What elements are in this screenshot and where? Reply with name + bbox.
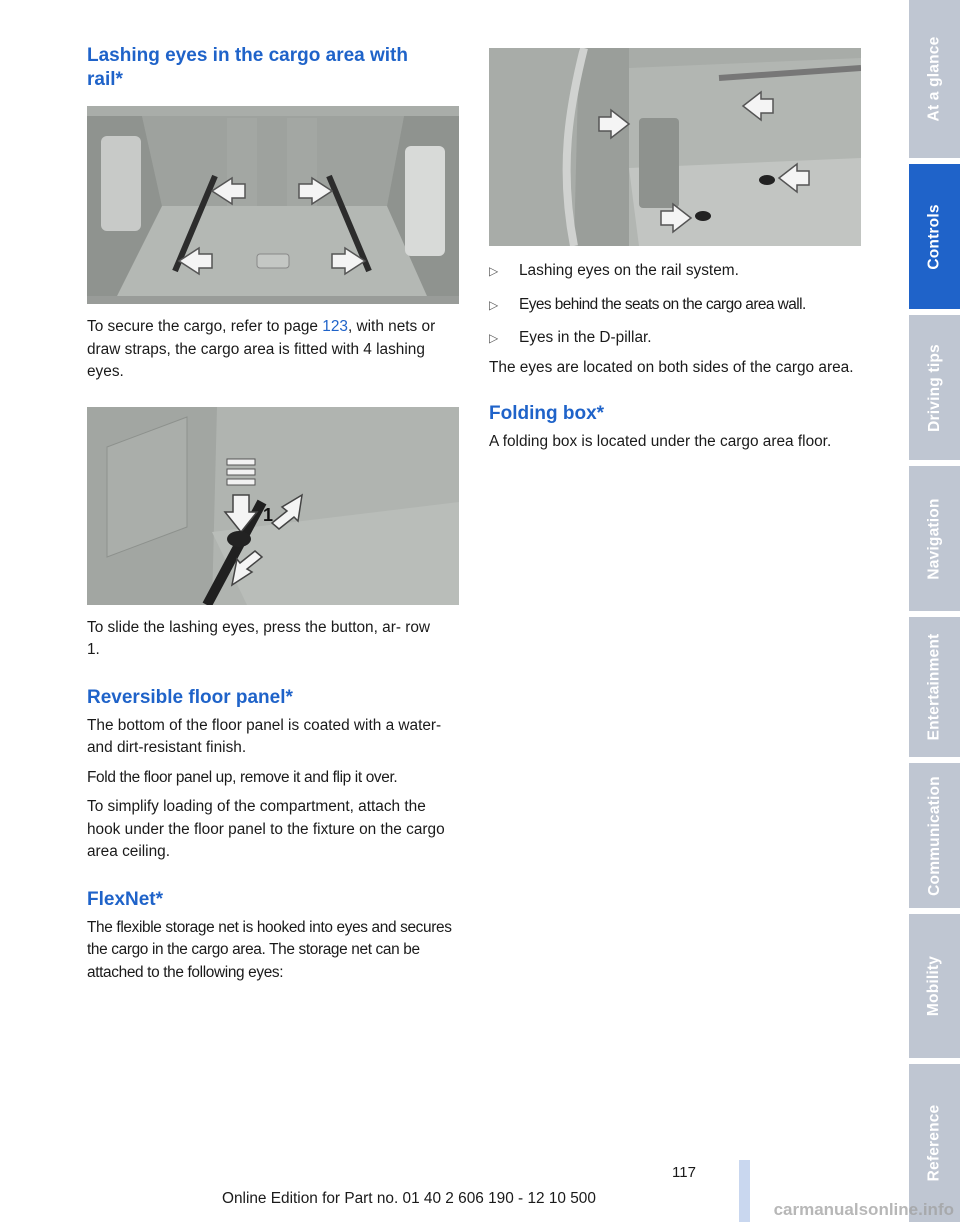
cargo-rails-illustration xyxy=(87,106,459,304)
tab-at-a-glance[interactable]: At a glance xyxy=(909,0,960,158)
list-item: ▷ Eyes in the D-pillar. xyxy=(489,327,861,350)
tab-driving-tips[interactable]: Driving tips xyxy=(909,315,960,460)
page-number: 117 xyxy=(672,1164,696,1181)
eyes-list xyxy=(489,260,861,350)
watermark: carmanualsonline.info xyxy=(773,1200,954,1219)
tab-entertainment[interactable]: Entertainment xyxy=(909,617,960,757)
paragraph-reversible-3: To simplify loading of the compartment, attach the hook under the floor panel to the fixture on the cargo area ceiling. xyxy=(87,798,445,860)
figure-cargo-rails xyxy=(87,106,459,304)
paragraph-folding-box: A folding box is located under the cargo area floor. xyxy=(489,433,832,450)
tab-navigation[interactable]: Navigation xyxy=(909,466,960,611)
tab-reference[interactable]: Reference xyxy=(909,1064,960,1222)
paragraph-flexnet: The flexible storage net is hooked into eyes and secures the cargo in the cargo area. The storage net can be attached to the following eyes: xyxy=(87,918,452,981)
cargo-wall-illustration xyxy=(489,48,861,246)
triangle-icon: ▷ xyxy=(489,264,499,278)
right-column xyxy=(489,44,861,461)
paragraph-secure-cargo: To secure the cargo, refer to page 123, with nets or draw straps, the cargo area is fitted with 4 lashing eyes. xyxy=(87,318,436,380)
heading-reversible-floor-panel: Reversible floor panel* xyxy=(87,686,293,708)
list-item: ▷ Lashing eyes on the rail system. xyxy=(489,260,861,283)
figure-slide-eye xyxy=(87,407,459,605)
arrow-label: 1 xyxy=(263,504,274,525)
left-column xyxy=(87,44,459,991)
list-item: ▷ Eyes behind the seats on the cargo area wall. xyxy=(489,294,861,317)
paragraph-slide: To slide the lashing eyes, press the button, ar‐ row 1. xyxy=(87,618,431,658)
page-link[interactable]: 123 xyxy=(322,318,348,335)
tab-mobility[interactable]: Mobility xyxy=(909,914,960,1058)
paragraph-reversible-2: Fold the floor panel up, remove it and flip it over. xyxy=(87,768,398,786)
paragraph-located: The eyes are located on both sides of the cargo area. xyxy=(489,358,854,376)
figure-cargo-wall-eyes xyxy=(489,48,861,246)
tab-controls[interactable]: Controls xyxy=(909,164,960,309)
tab-communication[interactable]: Communication xyxy=(909,763,960,908)
triangle-icon: ▷ xyxy=(489,297,499,312)
footer-accent-bar xyxy=(739,1160,750,1222)
heading-lashing-eyes: Lashing eyes in the cargo area with rail* xyxy=(87,45,408,90)
heading-flexnet: FlexNet* xyxy=(87,888,164,910)
paragraph-reversible-1: The bottom of the floor panel is coated with a water- and dirt-resistant finish. xyxy=(87,716,442,756)
triangle-icon: ▷ xyxy=(489,331,499,345)
footer-edition: Online Edition for Part no. 01 40 2 606 190 - 12 10 500 xyxy=(222,1190,596,1207)
slide-eye-illustration xyxy=(87,407,459,605)
heading-folding-box: Folding box* xyxy=(489,403,605,424)
chapter-tabs xyxy=(903,0,960,1222)
